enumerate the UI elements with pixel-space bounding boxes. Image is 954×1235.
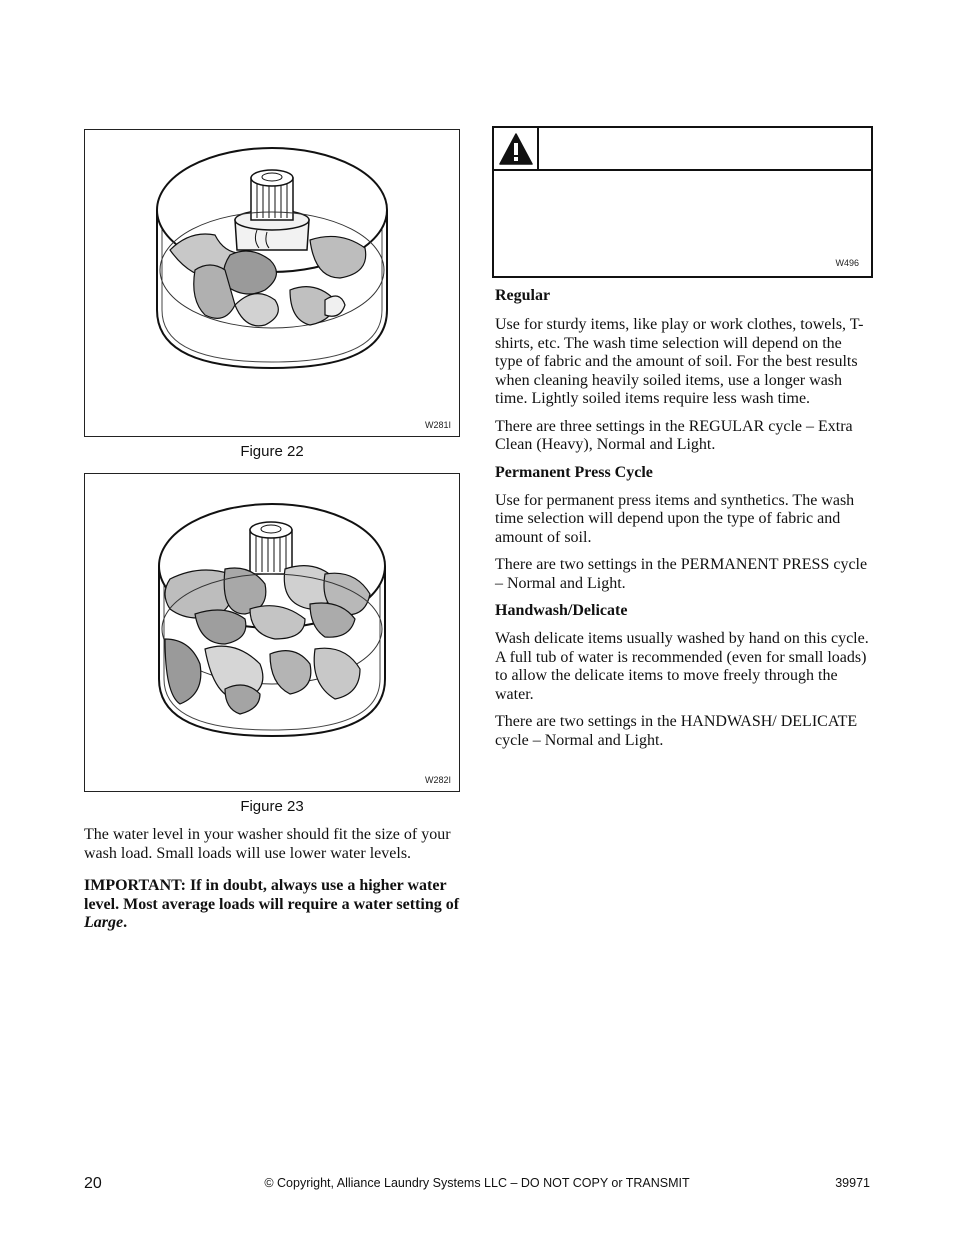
warning-box xyxy=(492,126,873,278)
important-text: IMPORTANT: If in doubt, always use a higher water level. Most average loads will require a water setting of xyxy=(84,877,460,913)
left-column xyxy=(84,826,462,933)
page-number: 20 xyxy=(84,1175,102,1192)
washer-tub-large-load-illustration xyxy=(85,474,459,791)
important-note xyxy=(84,877,462,933)
section-paragraph: There are three settings in the REGULAR cycle – Extra Clean (Heavy), Normal and Light. xyxy=(495,417,853,453)
section-heading-handwash-delicate: Handwash/Delicate xyxy=(495,602,628,619)
figure-23-box xyxy=(84,473,460,792)
right-column xyxy=(495,287,873,750)
figure-code: W282I xyxy=(424,775,451,785)
section-paragraph: There are two settings in the PERMANENT PRESS cycle – Normal and Light. xyxy=(495,556,868,592)
document-number: 39971 xyxy=(835,1176,870,1190)
warning-triangle-icon xyxy=(498,132,534,166)
section-paragraph: There are two settings in the HANDWASH/ DELICATE cycle – Normal and Light. xyxy=(495,713,858,749)
section-paragraph: Use for permanent press items and synthetics. The wash time selection will depend upon the type of fabric and amount of soil. xyxy=(495,491,855,546)
water-level-paragraph: The water level in your washer should fit the size of your wash load. Small loads will use lower water levels. xyxy=(84,826,451,862)
figure-caption: Figure 23 xyxy=(240,798,304,815)
warning-code: W496 xyxy=(835,258,859,268)
warning-header xyxy=(494,128,871,171)
section-paragraph: Wash delicate items usually washed by hand on this cycle. A full tub of water is recommended (even for small loads) to allow the delicate items to move freely through the water. xyxy=(495,630,869,703)
section-paragraph: Use for sturdy items, like play or work clothes, towels, T-shirts, etc. The wash time selection will depend on the type of fabric and the amount of soil. For the best results when cleaning heavily soiled items, use a longer wash time. Lightly soiled items require less wash time. xyxy=(495,316,864,407)
figure-caption: Figure 22 xyxy=(240,443,304,460)
figure-code: W281I xyxy=(424,420,451,430)
figure-22-box xyxy=(84,129,460,437)
important-emphasis: Large xyxy=(84,914,124,931)
copyright-notice: © Copyright, Alliance Laundry Systems LLC – DO NOT COPY or TRANSMIT xyxy=(264,1176,690,1190)
important-suffix: . xyxy=(123,914,128,931)
warning-icon-cell xyxy=(494,128,539,169)
washer-tub-small-load-illustration xyxy=(85,130,459,436)
section-heading-regular: Regular xyxy=(495,287,551,304)
section-heading-permanent-press: Permanent Press Cycle xyxy=(495,463,653,481)
